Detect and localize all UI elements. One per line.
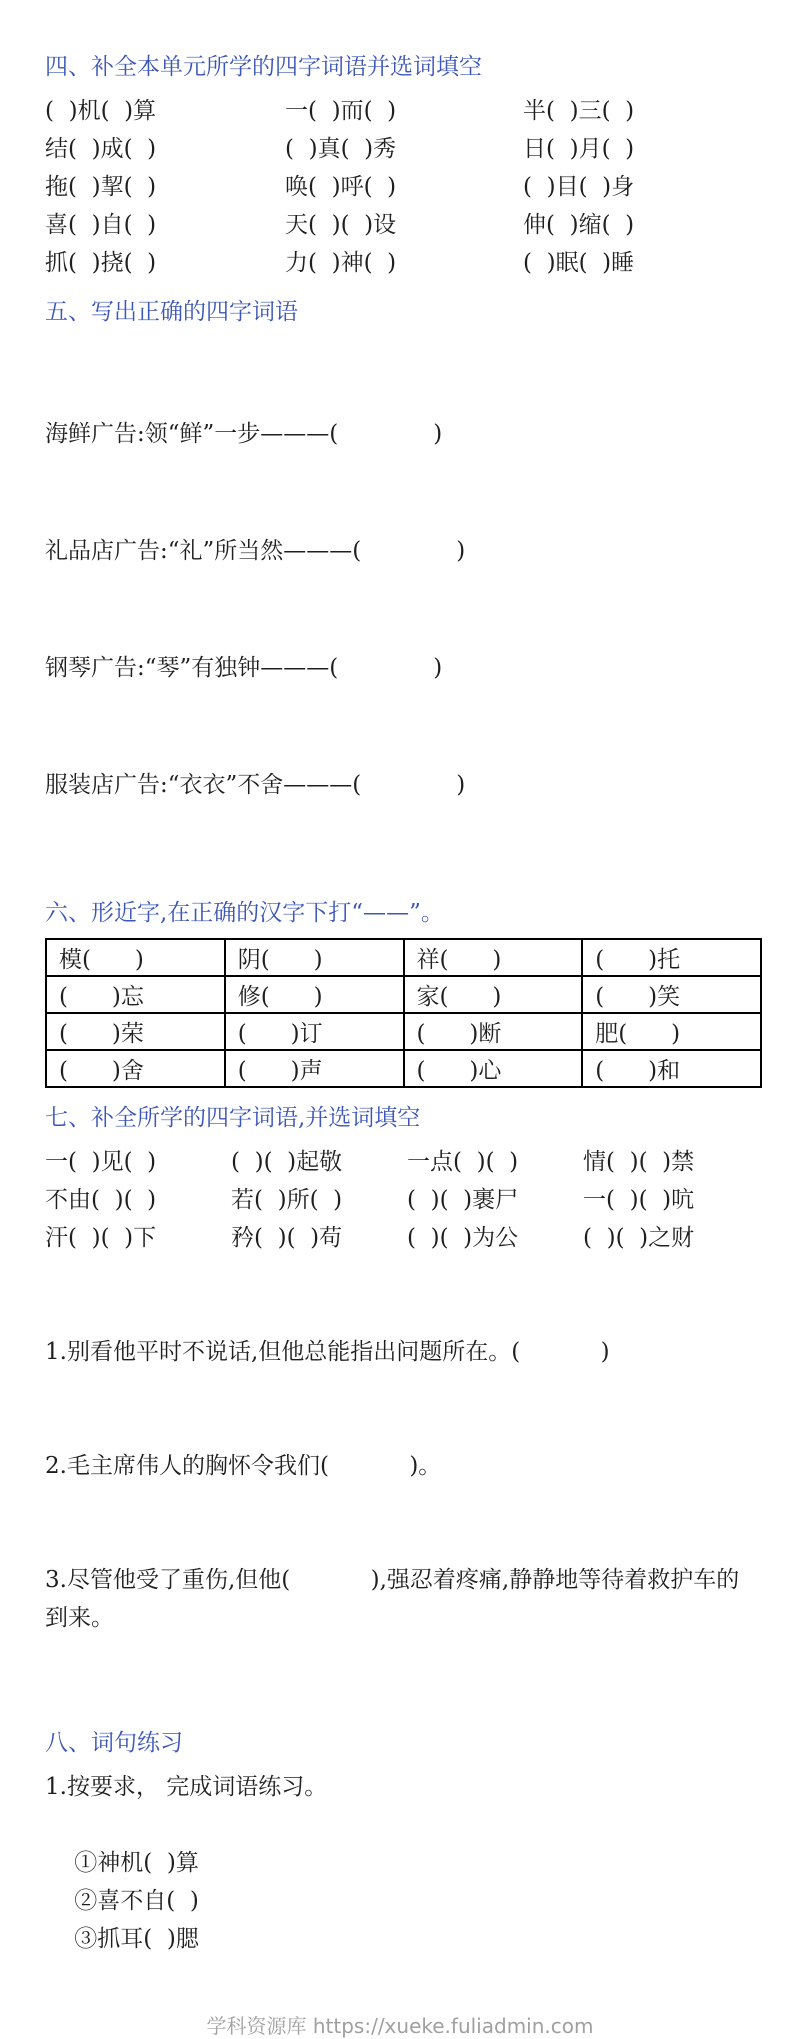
- table-cell: ( )断: [404, 1013, 583, 1050]
- similar-characters-table: [45, 938, 762, 1088]
- fill-blank-item: 力( )神( ): [285, 250, 397, 276]
- table-cell: ( )心: [404, 1050, 583, 1087]
- fill-blank-item: ( )目( )身: [523, 174, 635, 200]
- ad-correction-item: 服装店广告:“衣衣”不舍———( ): [45, 772, 466, 798]
- watermark-footer: 学科资源库 https://xueke.fuliadmin.com: [206, 2014, 594, 2038]
- fill-blank-item: ( )( )裹尸: [407, 1187, 519, 1213]
- sentence-item: 3.尽管他受了重伤,但他( ),强忍着疼痛,静静地等待着救护车的到来。: [45, 1567, 740, 1631]
- fill-blank-item: 情( )( )禁: [583, 1149, 695, 1175]
- fill-blank-item: ( )( )为公: [407, 1225, 519, 1251]
- fill-blank-item: ( )( )之财: [583, 1225, 695, 1251]
- table-cell: ( )荣: [46, 1013, 225, 1050]
- table-row: [46, 939, 761, 976]
- fill-blank-item: 一点( )( ): [407, 1149, 519, 1175]
- table-cell: ( )托: [582, 939, 761, 976]
- fill-blank-item: 结( )成( ): [45, 136, 157, 162]
- fill-blank-item: ③抓耳( )腮: [74, 1926, 199, 1952]
- fill-blank-item: ( )机( )算: [45, 98, 157, 124]
- sentence-item: 1.别看他平时不说话,但他总能指出问题所在。( ): [45, 1339, 610, 1365]
- table-row: [46, 1050, 761, 1087]
- section7-sentences: [45, 1257, 755, 1713]
- section5-title: 五、写出正确的四字词语: [45, 299, 298, 325]
- table-cell: ( )忘: [46, 976, 225, 1013]
- section8-subtitle: 1.按要求， 完成词语练习。: [45, 1774, 328, 1800]
- ad-correction-item: 礼品店广告:“礼”所当然———( ): [45, 538, 466, 564]
- fill-blank-item: 抓( )挠( ): [45, 250, 157, 276]
- section4-word-grid: [45, 92, 755, 282]
- fill-blank-item: 日( )月( ): [523, 136, 635, 162]
- fill-blank-item: 唤( )呼( ): [285, 174, 397, 200]
- section5-ad-list: [45, 337, 755, 883]
- table-cell: ( )声: [225, 1050, 404, 1087]
- table-row: [46, 1013, 761, 1050]
- ad-correction-item: 海鲜广告:领“鲜”一步———( ): [45, 421, 443, 447]
- fill-blank-item: 矜( )( )苟: [231, 1225, 343, 1251]
- section7-word-grid: [45, 1143, 755, 1257]
- table-cell: ( )和: [582, 1050, 761, 1087]
- fill-blank-item: 喜( )自( ): [45, 212, 157, 238]
- fill-blank-item: 半( )三( ): [523, 98, 635, 124]
- table-row: [46, 976, 761, 1013]
- table-cell: 修( ): [225, 976, 404, 1013]
- fill-blank-item: 不由( )( ): [45, 1187, 157, 1213]
- table-cell: 模( ): [46, 939, 225, 976]
- fill-blank-item: ( )( )起敬: [231, 1149, 343, 1175]
- table-cell: 祥( ): [404, 939, 583, 976]
- section8-title: 八、词句练习: [45, 1730, 183, 1756]
- fill-blank-item: 若( )所( ): [231, 1187, 343, 1213]
- sentence-item: 2.毛主席伟人的胸怀令我们( )。: [45, 1453, 442, 1479]
- fill-blank-item: 一( )而( ): [285, 98, 397, 124]
- section6-title: 六、形近字,在正确的汉字下打“——”。: [45, 900, 444, 926]
- fill-blank-item: 一( )( )吭: [583, 1187, 695, 1213]
- table-cell: ( )订: [225, 1013, 404, 1050]
- table-cell: 阴( ): [225, 939, 404, 976]
- table-cell: 家( ): [404, 976, 583, 1013]
- fill-blank-item: ( )真( )秀: [285, 136, 397, 162]
- fill-blank-item: ②喜不自( ): [74, 1888, 199, 1914]
- section4-title: 四、补全本单元所学的四字词语并选词填空: [45, 54, 482, 80]
- fill-blank-item: 伸( )缩( ): [523, 212, 635, 238]
- table-cell: ( )笑: [582, 976, 761, 1013]
- fill-blank-item: ①神机( )算: [74, 1850, 199, 1876]
- fill-blank-item: 天( )( )设: [285, 212, 397, 238]
- ad-correction-item: 钢琴广告:“琴”有独钟———( ): [45, 655, 443, 681]
- table-cell: 肥( ): [582, 1013, 761, 1050]
- fill-blank-item: 汗( )( )下: [45, 1225, 157, 1251]
- fill-blank-item: 拖( )挈( ): [45, 174, 157, 200]
- section7-title: 七、补全所学的四字词语,并选词填空: [45, 1105, 421, 1131]
- table-cell: ( )舍: [46, 1050, 225, 1087]
- fill-blank-item: 一( )见( ): [45, 1149, 157, 1175]
- fill-blank-item: ( )眠( )睡: [523, 250, 635, 276]
- section8-items: [45, 1806, 755, 1996]
